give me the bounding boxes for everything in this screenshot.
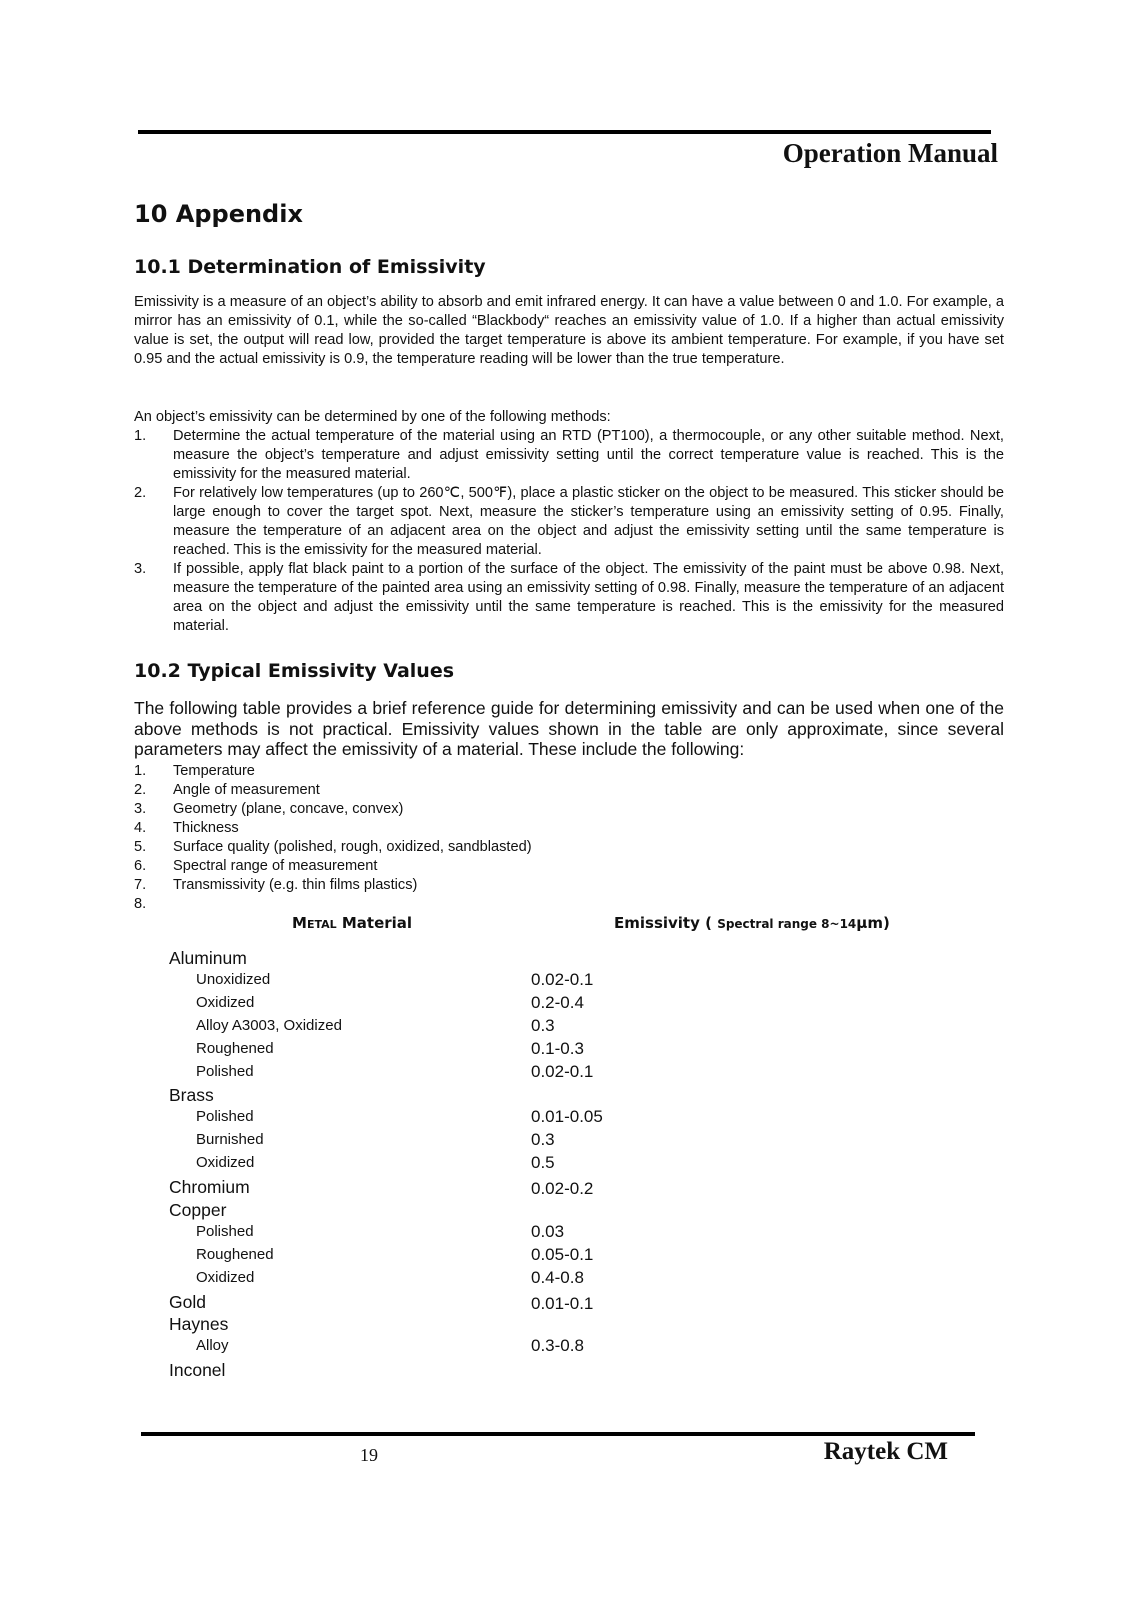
table-row	[0, 1131, 1132, 1153]
list-item	[134, 838, 1004, 857]
material-cell: Alloy	[196, 1337, 229, 1355]
material-cell: Burnished	[196, 1131, 264, 1149]
emissivity-cell: 0.01-0.05	[531, 1107, 603, 1127]
table-row	[0, 1246, 1132, 1268]
footer-rule	[141, 1432, 975, 1436]
emissivity-cell: 0.02-0.2	[531, 1179, 594, 1198]
list-text: Temperature	[173, 763, 255, 779]
list-text: Transmissivity (e.g. thin films plastics)	[173, 877, 418, 893]
subsection-title-typical-values: 10.2 Typical Emissivity Values	[134, 660, 455, 682]
emissivity-paragraph: Emissivity is a measure of an object’s ability to absorb and emit infrared energy. It can have a value between 0 and 1.0. For example, a mirror has an emissivity of 0.1, while the so-called “Blackbody“ reaches an emissivity value of 1.0. If a higher than actual emissivity value is set, the output will read low, provided the target temperature is above its ambient temperature. For example, if you have set 0.95 and the actual emissivity is 0.9, the temperature reading will be lower than the true temperature.	[134, 294, 1004, 367]
table-row	[0, 1154, 1132, 1176]
list-text: Determine the actual temperature of the material using an RTD (PT100), a thermocouple, or any other suitable method. Next, measure the object’s temperature and adjust emissivity setting until the correct temperature value is reached. This is the emissivity for the measured material.	[173, 428, 1004, 482]
list-item	[134, 781, 1004, 800]
factors-list	[134, 762, 1004, 912]
emissivity-cell: 0.3	[531, 1130, 555, 1150]
list-number: 3.	[134, 801, 147, 817]
footer-brand: Raytek CM	[823, 1438, 948, 1465]
list-text: Surface quality (polished, rough, oxidized, sandblasted)	[173, 839, 532, 855]
list-item	[134, 484, 1004, 560]
table-header-emissivity: Emissivity ( Spectral range 8~14µm)	[614, 914, 890, 932]
table-row	[0, 1063, 1132, 1085]
material-cell: Unoxidized	[196, 970, 271, 988]
list-item	[134, 876, 1004, 895]
list-item	[134, 800, 1004, 819]
material-cell: Roughened	[196, 1245, 274, 1263]
material-cell: Inconel	[169, 1360, 226, 1381]
list-number: 1.	[134, 428, 147, 444]
material-cell: Haynes	[169, 1314, 229, 1335]
material-cell: Polished	[196, 1062, 254, 1080]
material-cell: Alloy A3003, Oxidized	[196, 1016, 342, 1034]
table-row	[0, 948, 1132, 970]
list-number: 1.	[134, 763, 147, 779]
emissivity-cell: 0.1-0.3	[531, 1038, 584, 1058]
methods-list	[134, 427, 1004, 636]
table-row	[0, 1040, 1132, 1062]
emissivity-cell: 0.01-0.1	[531, 1293, 594, 1313]
material-cell: Brass	[169, 1085, 214, 1106]
emissivity-cell: 0.4-0.8	[531, 1267, 584, 1287]
emissivity-cell: 0.02-0.1	[531, 969, 594, 989]
table-row	[0, 1337, 1132, 1359]
material-cell: Gold	[169, 1291, 206, 1312]
list-number: 2.	[134, 485, 147, 501]
list-text: Geometry (plane, concave, convex)	[173, 801, 404, 817]
table-row	[0, 1314, 1132, 1336]
table-row	[0, 1085, 1132, 1107]
material-cell: Aluminum	[169, 948, 247, 968]
list-text: For relatively low temperatures (up to 260℃, 500℉), place a plastic sticker on the object to be measured. This sticker should be large enough to cover the target spot. Next, measure the sticker’s temperature using an emissivity setting of 0.95. Finally, measure the temperature of an adjacent area on the object and adjust the emissivity setting until the same temperature is reached. This is the emissivity for the measured material.	[173, 485, 1004, 558]
list-item	[134, 819, 1004, 838]
subsection-title-determination: 10.1 Determination of Emissivity	[134, 256, 486, 278]
table-row	[0, 1017, 1132, 1039]
table-row	[0, 994, 1132, 1016]
table-row	[0, 971, 1132, 993]
material-cell: Oxidized	[196, 1154, 255, 1172]
table-row	[0, 1269, 1132, 1291]
table-row	[0, 1223, 1132, 1245]
table-row	[0, 1292, 1132, 1314]
material-cell: Oxidized	[196, 1268, 255, 1286]
list-number: 6.	[134, 858, 147, 874]
section-title: 10 Appendix	[134, 200, 303, 228]
material-cell: Copper	[169, 1199, 227, 1220]
list-number: 5.	[134, 839, 147, 855]
list-text: Angle of measurement	[173, 782, 320, 798]
list-item	[134, 762, 1004, 781]
list-number: 2.	[134, 782, 147, 798]
material-cell: Roughened	[196, 1039, 274, 1057]
material-cell: Chromium	[169, 1177, 250, 1197]
emissivity-cell: 0.5	[531, 1153, 555, 1173]
emissivity-cell: 0.2-0.4	[531, 992, 584, 1012]
material-cell: Polished	[196, 1108, 254, 1126]
methods-intro: An object’s emissivity can be determined by one of the following methods:	[134, 409, 611, 425]
emissivity-cell: 0.3-0.8	[531, 1336, 584, 1356]
emissivity-cell: 0.03	[531, 1221, 565, 1241]
list-item	[134, 427, 1004, 484]
table-row	[0, 1200, 1132, 1222]
table-row	[0, 1177, 1132, 1199]
table-header-material: METAL Material	[292, 914, 413, 932]
table-row	[0, 1108, 1132, 1130]
list-number: 7.	[134, 877, 147, 893]
list-text: Thickness	[173, 820, 239, 836]
header-rule	[138, 130, 991, 134]
header-title: Operation Manual	[782, 138, 998, 168]
emissivity-cell: 0.3	[531, 1015, 555, 1035]
list-number: 8.	[134, 896, 147, 912]
list-text: Spectral range of measurement	[173, 858, 378, 874]
emissivity-cell: 0.05-0.1	[531, 1244, 594, 1264]
material-cell: Polished	[196, 1222, 254, 1240]
list-item	[134, 560, 1004, 636]
page-number: 19	[360, 1445, 378, 1465]
list-item	[134, 857, 1004, 876]
list-number: 3.	[134, 561, 147, 577]
typical-values-intro: The following table provides a brief reference guide for determining emissivity and can be used when one of the above methods is not practical. Emissivity values shown in the table are only approximate, since several parameters may affect the emissivity of a material. These include the following:	[134, 698, 1004, 759]
list-text: If possible, apply flat black paint to a portion of the surface of the object. The emissivity of the paint must be above 0.98. Next, measure the temperature of the painted area using an emissivity setting of 0.98. Finally, measure the temperature of an adjacent area on the object and adjust the emissivity until the same temperature is reached. This is the emissivity for the measured material.	[173, 561, 1004, 634]
list-number: 4.	[134, 820, 147, 836]
table-row	[0, 1360, 1132, 1382]
emissivity-cell: 0.02-0.1	[531, 1061, 594, 1081]
material-cell: Oxidized	[196, 993, 255, 1011]
